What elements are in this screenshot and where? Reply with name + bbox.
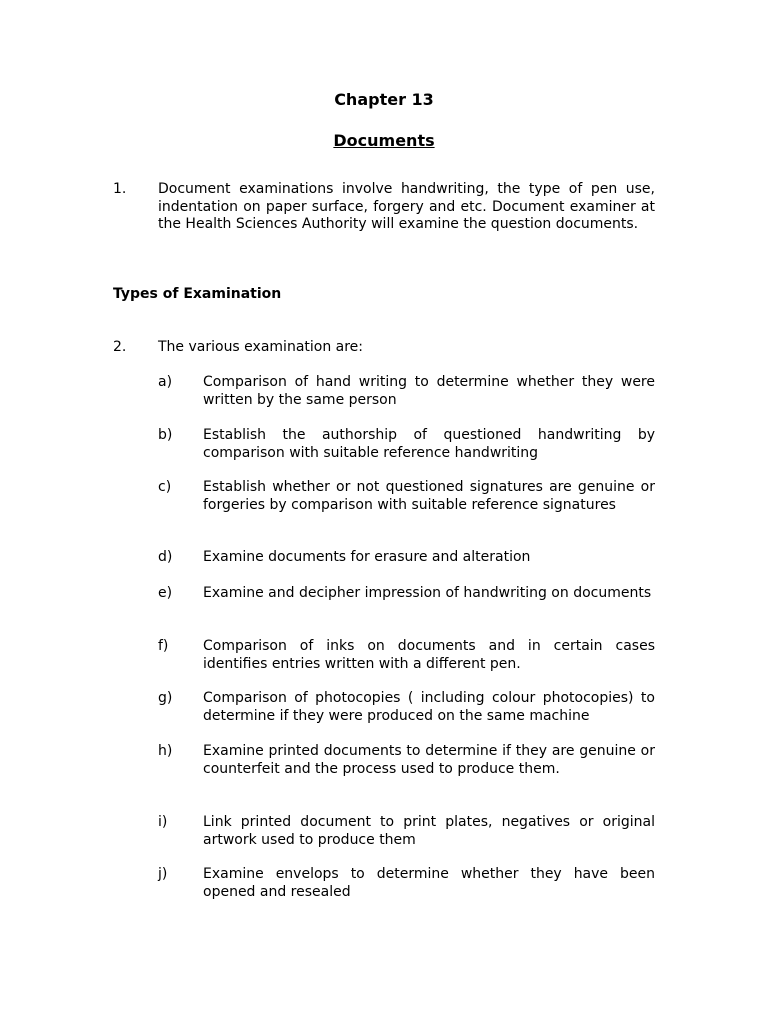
list-item — [158, 427, 655, 462]
list-item-letter: j) — [158, 866, 168, 882]
paragraph-text: The various examination are: — [158, 339, 364, 355]
list-item-letter: d) — [158, 549, 173, 565]
list-item-text: Establish whether or not questioned signatures are genuine or forgeries by comparison with suitable reference signatures — [203, 479, 655, 513]
list-item-letter: h) — [158, 743, 173, 759]
section-heading: Types of Examination — [113, 286, 282, 302]
list-item-text: Examine and decipher impression of handwriting on documents — [203, 585, 652, 601]
list-item — [158, 814, 655, 849]
list-item-letter: g) — [158, 690, 173, 706]
list-item — [158, 638, 655, 673]
paragraph-number: 2. — [113, 339, 127, 355]
list-item-letter: e) — [158, 585, 173, 601]
list-item-letter: f) — [158, 638, 169, 654]
list-item-text: Examine documents for erasure and alteration — [203, 549, 531, 565]
list-item-letter: i) — [158, 814, 168, 830]
list-item — [158, 866, 655, 901]
paragraph-1 — [113, 181, 655, 234]
list-item — [158, 585, 655, 603]
list-item-letter: a) — [158, 374, 173, 390]
list-item — [158, 374, 655, 409]
list-item-text: Comparison of hand writing to determine whether they were written by the same person — [203, 374, 655, 408]
document-title: Documents — [333, 131, 435, 150]
chapter-title: Chapter 13 — [334, 90, 434, 109]
list-item-text: Link printed document to print plates, negatives or original artwork used to produce them — [203, 814, 655, 848]
list-item-text: Examine printed documents to determine if they are genuine or counterfeit and the process used to produce them. — [203, 743, 655, 777]
list-item-text: Establish the authorship of questioned handwriting by comparison with suitable reference handwriting — [203, 427, 655, 461]
list-item-text: Comparison of inks on documents and in certain cases identifies entries written with a different pen. — [203, 638, 655, 672]
list-item-letter: b) — [158, 427, 173, 443]
list-item — [158, 743, 655, 778]
paragraph-number: 1. — [113, 181, 127, 197]
list-item — [158, 690, 655, 725]
list-item — [158, 479, 655, 514]
list-item-letter: c) — [158, 479, 172, 495]
paragraph-text: Document examinations involve handwriting, the type of pen use, indentation on paper surface, forgery and etc. Document examiner at the Health Sciences Authority will examine the question documents. — [158, 181, 655, 232]
paragraph-2 — [113, 339, 655, 357]
list-item-text: Examine envelops to determine whether they have been opened and resealed — [203, 866, 655, 900]
list-item — [158, 549, 655, 567]
list-item-text: Comparison of photocopies ( including colour photocopies) to determine if they were produced on the same machine — [203, 690, 655, 724]
